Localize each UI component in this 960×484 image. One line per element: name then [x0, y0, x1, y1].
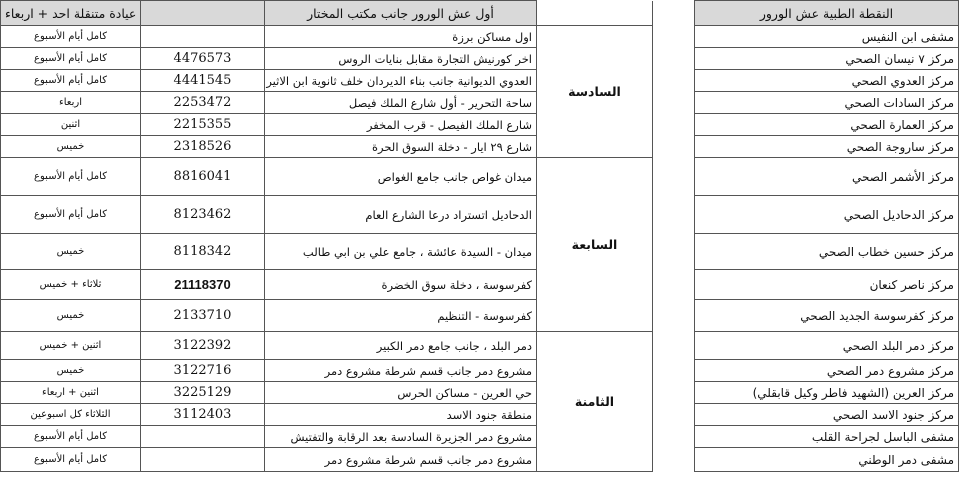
address: مشروع دمر جانب قسم شرطة مشروع دمر [265, 448, 537, 472]
center-name: مركز حسين خطاب الصحي [695, 234, 959, 270]
address: العدوي الديوانية جانب بناء الديردان خلف ثانوية ابن الاثير [265, 70, 537, 92]
clinic-days: خميس [1, 234, 141, 270]
phone-number: 4476573 [141, 48, 265, 70]
clinic-days: كامل أيام الأسبوع [1, 70, 141, 92]
table-row [1, 26, 653, 48]
clinic-days: كامل أيام الأسبوع [1, 48, 141, 70]
phone-number: 2253472 [141, 92, 265, 114]
address: ميدان - السيدة عائشة ، جامع علي بن ابي طالب [265, 234, 537, 270]
address: شارع ٢٩ ايار - دخلة السوق الحرة [265, 136, 537, 158]
address: شارع الملك الفيصل - قرب المخفر [265, 114, 537, 136]
center-name: مركز الأشمر الصحي [695, 158, 959, 196]
address: مشروع دمر جانب قسم شرطة مشروع دمر [265, 360, 537, 382]
phone-number: 2215355 [141, 114, 265, 136]
phone-number: 21118370 [141, 270, 265, 300]
phone-number: 8816041 [141, 158, 265, 196]
center-name: مركز ساروجة الصحي [695, 136, 959, 158]
header-address: أول عش الورور جانب مكتب المختار [265, 1, 537, 26]
phone-number [141, 26, 265, 48]
address: ميدان غواص جانب جامع الغواص [265, 158, 537, 196]
clinic-days: كامل أيام الأسبوع [1, 158, 141, 196]
phone-number [141, 448, 265, 472]
center-name: مشفى دمر الوطني [695, 448, 959, 472]
table-row [1, 332, 653, 360]
center-name: مركز العرين (الشهيد فاطر وكيل قابقلي) [695, 382, 959, 404]
center-name: مركز الدحاديل الصحي [695, 196, 959, 234]
clinic-days: اثنين [1, 114, 141, 136]
address: حي العرين - مساكن الحرس [265, 382, 537, 404]
center-name: مركز السادات الصحي [695, 92, 959, 114]
address: اخر كورنيش التجارة مقابل بنايات الروس [265, 48, 537, 70]
clinic-days: اثنين + اربعاء [1, 382, 141, 404]
center-name: مشفى الباسل لجراحة القلب [695, 426, 959, 448]
clinic-days: ثلاثاء + خميس [1, 270, 141, 300]
center-name: مركز ناصر كنعان [695, 270, 959, 300]
sector-label-8: الثامنة [537, 332, 653, 472]
clinic-days: الثلاثاء كل اسبوعين [1, 404, 141, 426]
schedule-table-right [694, 0, 959, 472]
clinic-days: كامل أيام الأسبوع [1, 426, 141, 448]
address: كفرسوسة ، دخلة سوق الخضرة [265, 270, 537, 300]
center-name: مركز دمر البلد الصحي [695, 332, 959, 360]
address: ساحة التحرير - أول شارع الملك فيصل [265, 92, 537, 114]
phone-number: 8118342 [141, 234, 265, 270]
header-mobile-clinic: عيادة متنقلة احد + اربعاء [1, 1, 141, 26]
header-sector-blank [537, 1, 653, 26]
clinic-days: كامل أيام الأسبوع [1, 196, 141, 234]
center-name: مشفى ابن النفيس [695, 26, 959, 48]
clinic-days: خميس [1, 360, 141, 382]
center-name: مركز جنود الاسد الصحي [695, 404, 959, 426]
phone-number [141, 426, 265, 448]
phone-number: 3122392 [141, 332, 265, 360]
clinic-days: خميس [1, 300, 141, 332]
address: الدحاديل اتستراد درعا الشارع العام [265, 196, 537, 234]
address: مشروع دمر الجزيرة السادسة بعد الرقابة والتفتيش [265, 426, 537, 448]
address: دمر البلد ، جانب جامع دمر الكبير [265, 332, 537, 360]
phone-number: 4441545 [141, 70, 265, 92]
phone-number: 2318526 [141, 136, 265, 158]
phone-number: 2133710 [141, 300, 265, 332]
sector-label-6: السادسة [537, 26, 653, 158]
phone-number: 8123462 [141, 196, 265, 234]
table-row [1, 158, 653, 196]
center-name: مركز العدوي الصحي [695, 70, 959, 92]
address: منطقة جنود الاسد [265, 404, 537, 426]
header-medical-point: النقطة الطبية عش الورور [695, 1, 959, 26]
phone-number: 3112403 [141, 404, 265, 426]
sector-label-7: السابعة [537, 158, 653, 332]
clinic-days: كامل أيام الأسبوع [1, 448, 141, 472]
clinic-days: اثنين + خميس [1, 332, 141, 360]
center-name: مركز العمارة الصحي [695, 114, 959, 136]
center-name: مركز كفرسوسة الجديد الصحي [695, 300, 959, 332]
address: كفرسوسة - التنظيم [265, 300, 537, 332]
center-name: مركز ٧ نيسان الصحي [695, 48, 959, 70]
header-phone [141, 1, 265, 26]
address: اول مساكن برزة [265, 26, 537, 48]
clinic-days: اربعاء [1, 92, 141, 114]
phone-number: 3225129 [141, 382, 265, 404]
center-name: مركز مشروع دمر الصحي [695, 360, 959, 382]
clinic-days: خميس [1, 136, 141, 158]
clinic-days: كامل أيام الأسبوع [1, 26, 141, 48]
phone-number: 3122716 [141, 360, 265, 382]
